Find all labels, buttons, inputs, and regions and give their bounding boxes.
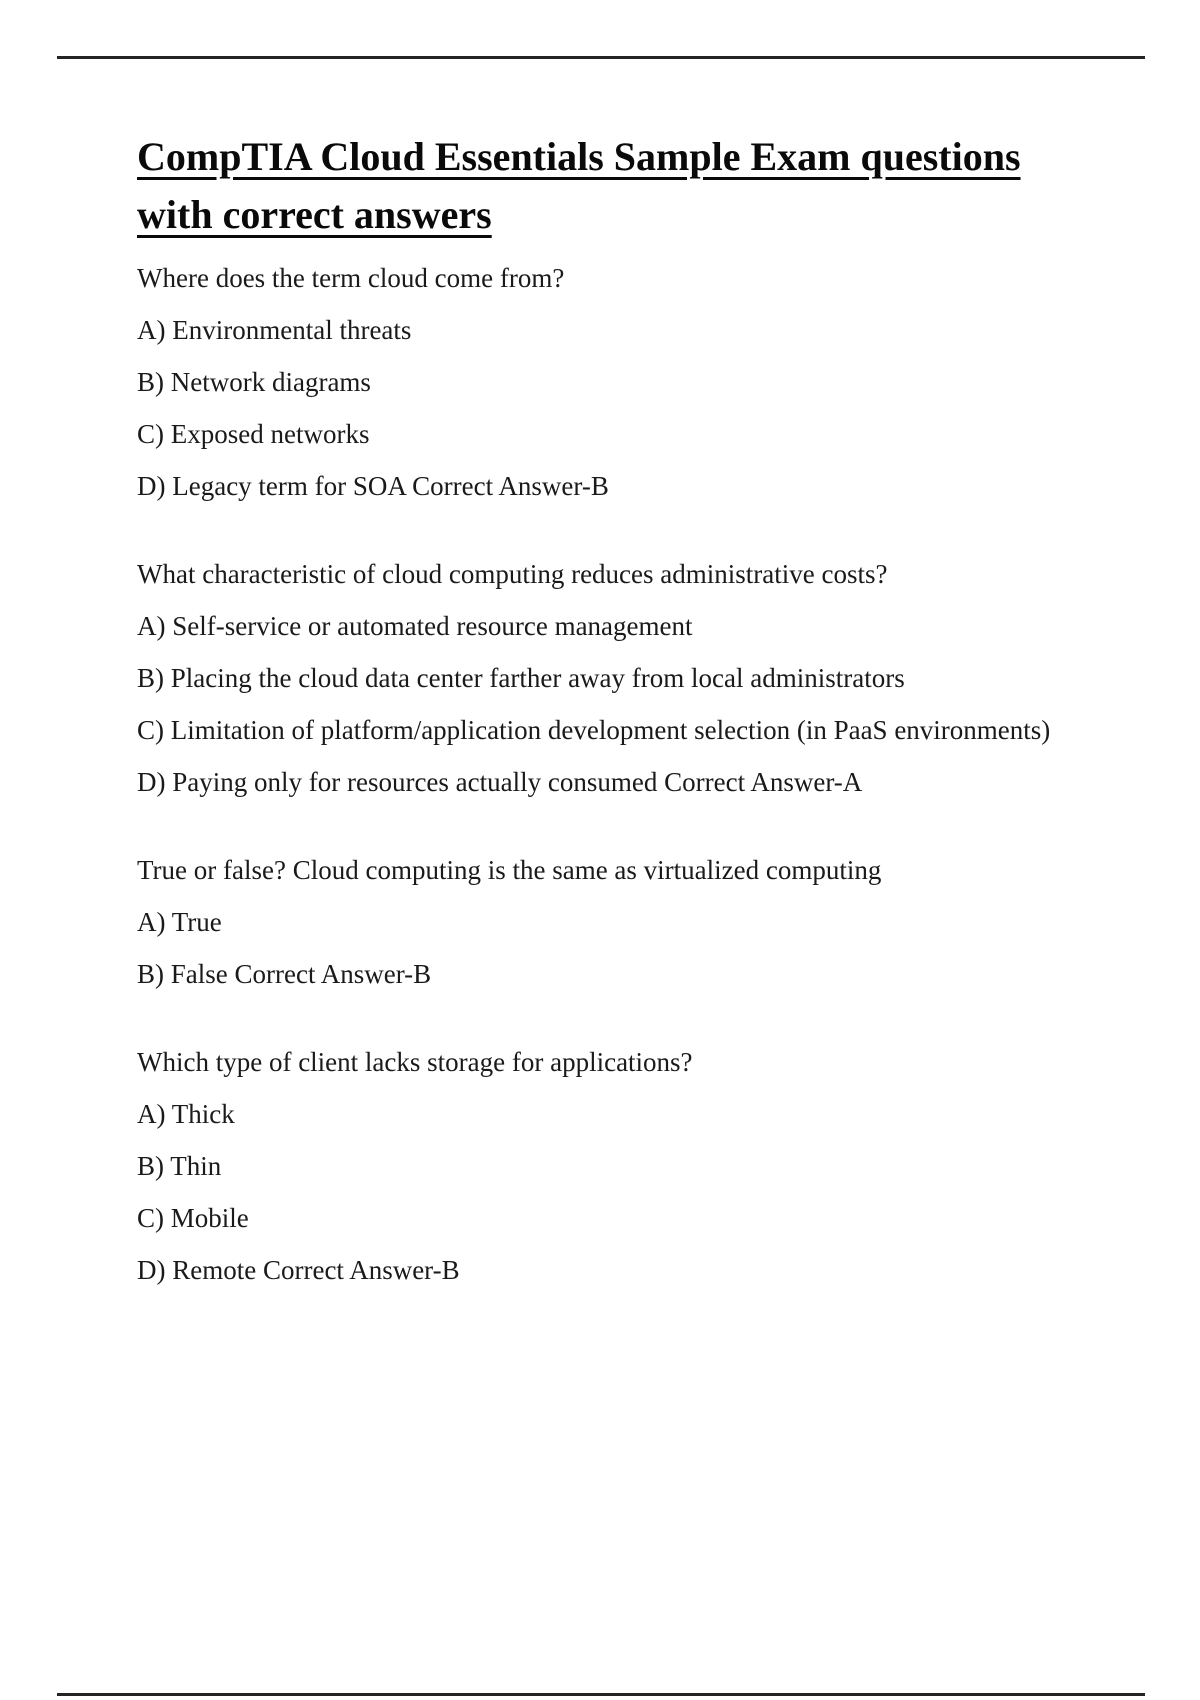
answer-option-d: D) Remote Correct Answer-B (137, 1255, 460, 1285)
answer-option-c: C) Mobile (137, 1203, 249, 1233)
answer-option-d: D) Paying only for resources actually consumed Correct Answer-A (137, 767, 863, 797)
answer-option-b: B) False Correct Answer-B (137, 959, 432, 989)
question-block-2 (137, 554, 1080, 802)
question-text: What characteristic of cloud computing reduces administrative costs? (137, 559, 888, 589)
question-text: Where does the term cloud come from? (137, 263, 565, 293)
title-line-2: with correct answers (137, 192, 492, 237)
title-line-1: CompTIA Cloud Essentials Sample Exam questions (137, 134, 1021, 179)
answer-option-b: B) Placing the cloud data center farther away from local administrators (137, 663, 905, 693)
question-block-1 (137, 258, 1080, 506)
answer-option-b: B) Thin (137, 1151, 222, 1181)
question-text: True or false? Cloud computing is the same as virtualized computing (137, 855, 882, 885)
top-rule (57, 56, 1145, 59)
answer-option-a: A) Self-service or automated resource management (137, 611, 693, 641)
answer-option-c: C) Exposed networks (137, 419, 370, 449)
document-title (137, 128, 1080, 244)
answer-option-a: A) Thick (137, 1099, 235, 1129)
answer-option-a: A) Environmental threats (137, 315, 412, 345)
answer-option-c: C) Limitation of platform/application development selection (in PaaS environments) (137, 715, 1051, 745)
question-text: Which type of client lacks storage for applications? (137, 1047, 693, 1077)
answer-option-b: B) Network diagrams (137, 367, 371, 397)
bottom-rule (57, 1693, 1145, 1696)
question-block-3 (137, 850, 1080, 994)
question-block-4 (137, 1042, 1080, 1290)
answer-option-d: D) Legacy term for SOA Correct Answer-B (137, 471, 609, 501)
answer-option-a: A) True (137, 907, 222, 937)
